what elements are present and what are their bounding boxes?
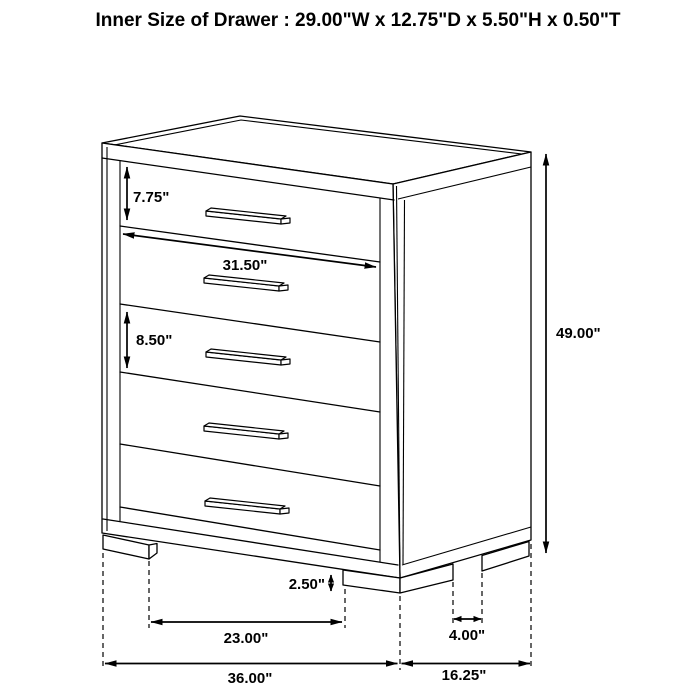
foot-height-label: 2.50"	[288, 576, 325, 593]
chest-side-panel	[393, 152, 531, 578]
front-foot-gap-label: 23.00"	[223, 630, 269, 647]
chest-drawing	[102, 116, 531, 593]
overall-height-label: 49.00"	[556, 325, 601, 342]
top-drawer-height-label: 7.75"	[133, 189, 170, 206]
overall-depth-label: 16.25"	[441, 667, 487, 684]
overall-width-label: 36.00"	[227, 670, 273, 687]
side-foot-gap-label: 4.00"	[448, 627, 486, 644]
drawer-width-label: 31.50"	[222, 257, 268, 274]
diagram-title: Inner Size of Drawer : 29.00"W x 12.75"D x 5.50"H x 0.50"T	[95, 10, 621, 31]
lower-drawer-height-label: 8.50"	[136, 332, 173, 349]
front-left-foot-side	[149, 544, 157, 560]
